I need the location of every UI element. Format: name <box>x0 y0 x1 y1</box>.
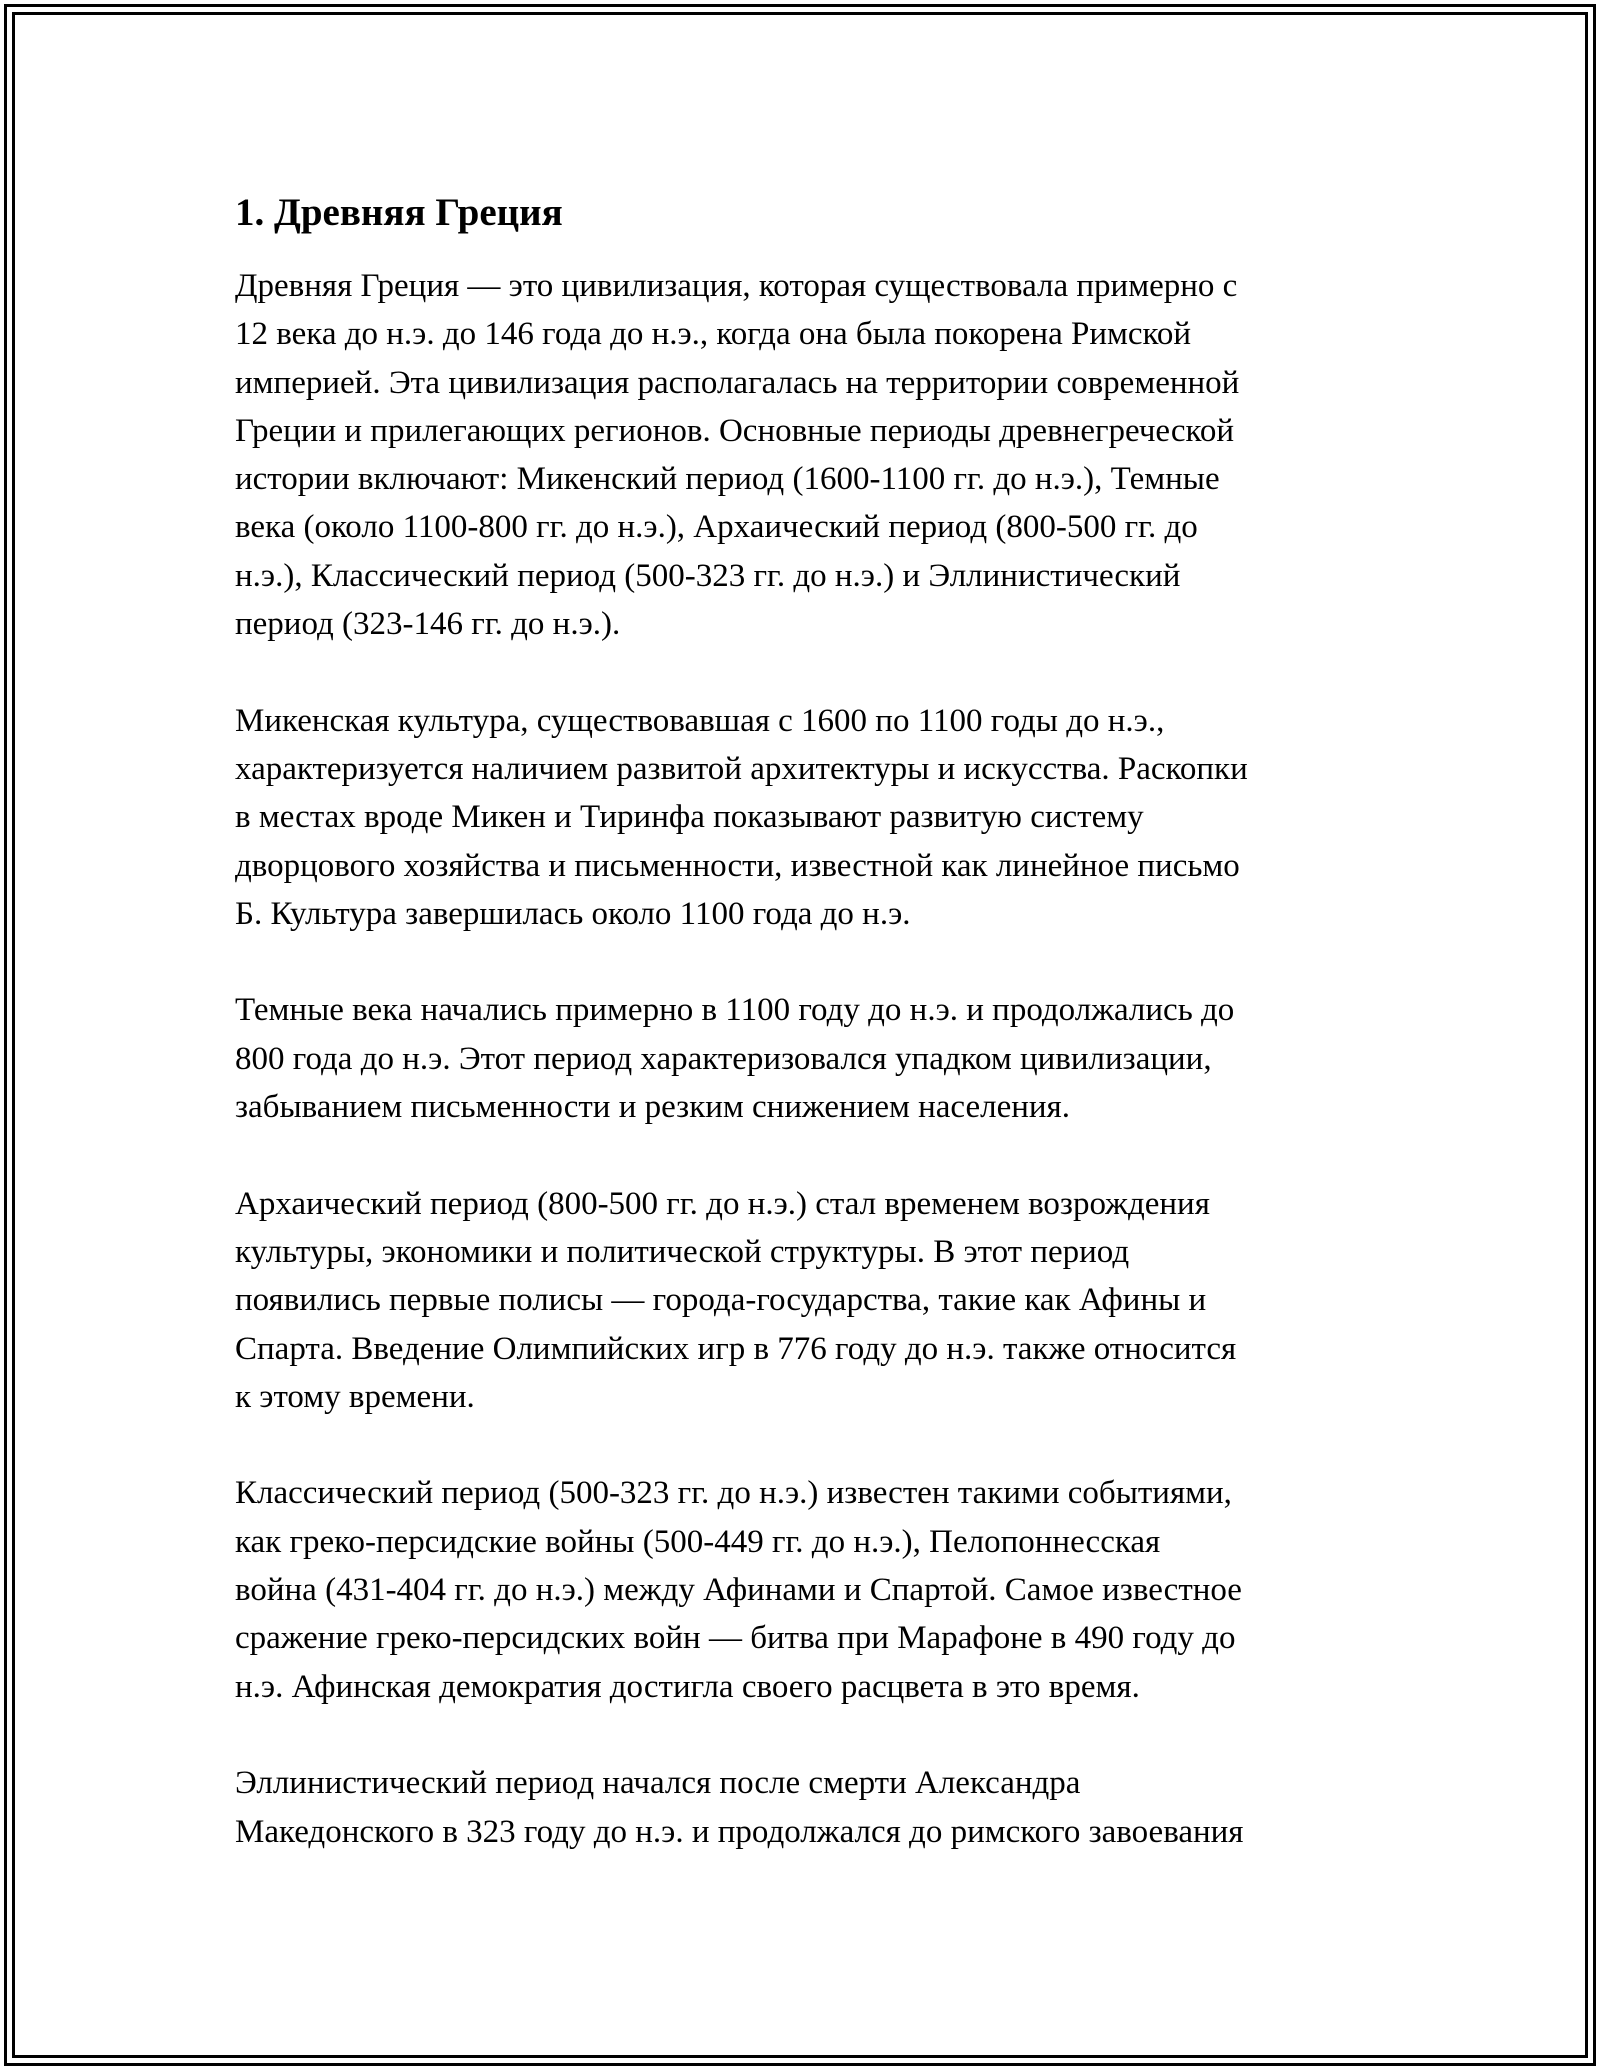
document-body <box>235 188 1380 1904</box>
paragraph-archaic: Архаический период (800-500 гг. до н.э.) стал временем возрождения культуры, экономики и политической структуры. В этот период появились первые полисы — города-государства, такие как Афины и Спарта. Введение Олимпийских игр в 776 году до н.э. также относится к этому времени. <box>235 1185 1237 1415</box>
section-heading: 1. Древняя Греция <box>235 191 563 234</box>
paragraph-classical: Классический период (500-323 гг. до н.э.) известен такими событиями, как греко-персидские войны (500-449 гг. до н.э.), Пелопоннесская война (431-404 гг. до н.э.) между Афинами и Спартой. Самое известное сражение греко-персидских войн — битва при Марафоне в 490 году до н.э. Афинская демократия достигла своего расцвета в это время. <box>235 1475 1242 1705</box>
paragraph-intro: Древняя Греция — это цивилизация, которая существовала примерно с 12 века до н.э. до 146 года до н.э., когда она была покорена Римской империей. Эта цивилизация располагалась на территории современной Греции и прилегающих регионов. Основные периоды древнегреческой истории включают: Микенский период (1600-1100 гг. до н.э.), Темные века (около 1100-800 гг. до н.э.), Архаический период (800-500 гг. до н.э.), Классический период (500-323 гг. до н.э.) и Эллинистический период (323-146 гг. до н.э.). <box>235 268 1240 643</box>
paragraph-hellenistic: Эллинистический период начался после смерти Александра Македонского в 323 году до н.э. и продолжался до римского завоевания <box>235 1765 1244 1850</box>
paragraph-mycenaean: Микенская культура, существовавшая с 1600 по 1100 годы до н.э., характеризуется наличием развитой архитектуры и искусства. Раскопки в местах вроде Микен и Тиринфа показывают развитую систему дворцового хозяйства и письменности, известной как линейное письмо Б. Культура завершилась около 1100 года до н.э. <box>235 702 1248 932</box>
paragraph-dark-ages: Темные века начались примерно в 1100 году до н.э. и продолжались до 800 года до н.э. Этот период характеризовался упадком цивилизации, забыванием письменности и резким снижением населения. <box>235 992 1235 1126</box>
